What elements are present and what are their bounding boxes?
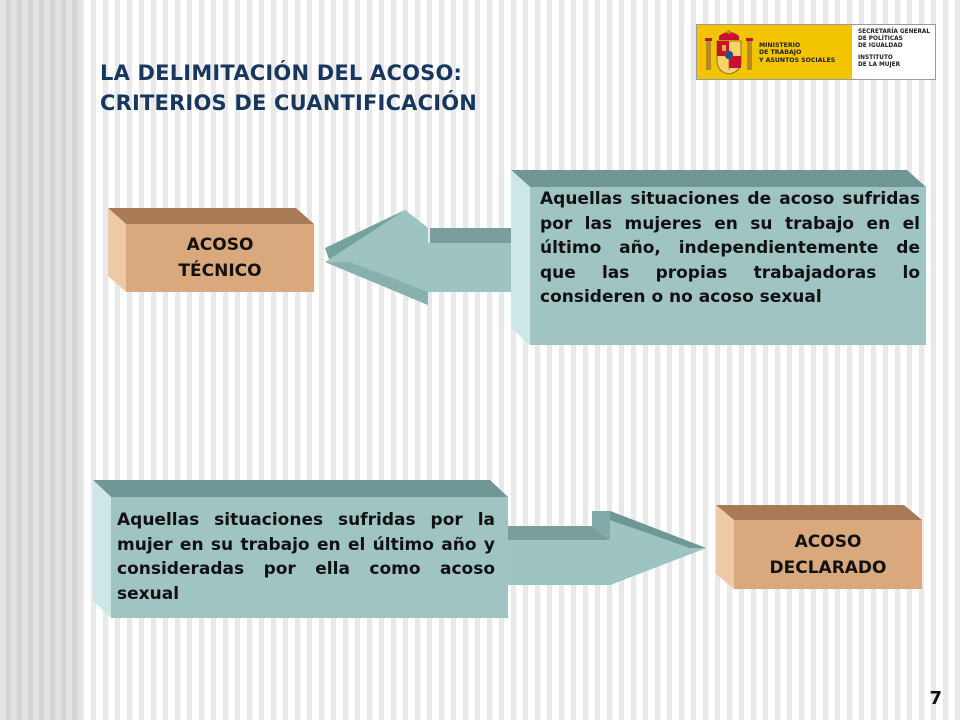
page-number: 7 (929, 688, 942, 709)
left-arrow (325, 210, 522, 305)
secretariat-name-line: SECRETARÍA GENERAL (858, 29, 931, 35)
declared-label (734, 522, 922, 587)
technical-label-line: TÉCNICO (178, 261, 262, 281)
institute-name-line: DE LA MUJER (858, 62, 901, 69)
right-arrow (490, 511, 706, 585)
secretariat-name-line: DE POLÍTICAS (858, 35, 903, 42)
technical-label (126, 226, 314, 290)
ministry-name-line: MINISTERIO (759, 42, 801, 49)
declared-definition-text: Aquellas situaciones sufridas por la mujer en su trabajo en el último año y consideradas por ella como acoso sexual (117, 510, 495, 604)
page-title-line-2: CRITERIOS DE CUANTIFICACIÓN (100, 91, 478, 115)
declared-label-line: DECLARADO (769, 557, 887, 578)
page-title-line-1: LA DELIMITACIÓN DEL ACOSO: (100, 61, 463, 85)
ministry-name-line: Y ASUNTOS SOCIALES (759, 56, 836, 64)
technical-label-line: ACOSO (186, 235, 254, 255)
ministry-name-line: DE TRABAJO (759, 49, 802, 57)
declared-label-line: ACOSO (794, 531, 862, 552)
technical-definition-text: Aquellas situaciones de acoso sufridas por las mujeres en su trabajo en el último año, independientemente de que las propias trabajadoras lo consideren o no acoso sexual (540, 189, 920, 307)
secretariat-name-line: DE IGUALDAD (858, 42, 903, 49)
institute-name-line: INSTITUTO (858, 55, 893, 62)
